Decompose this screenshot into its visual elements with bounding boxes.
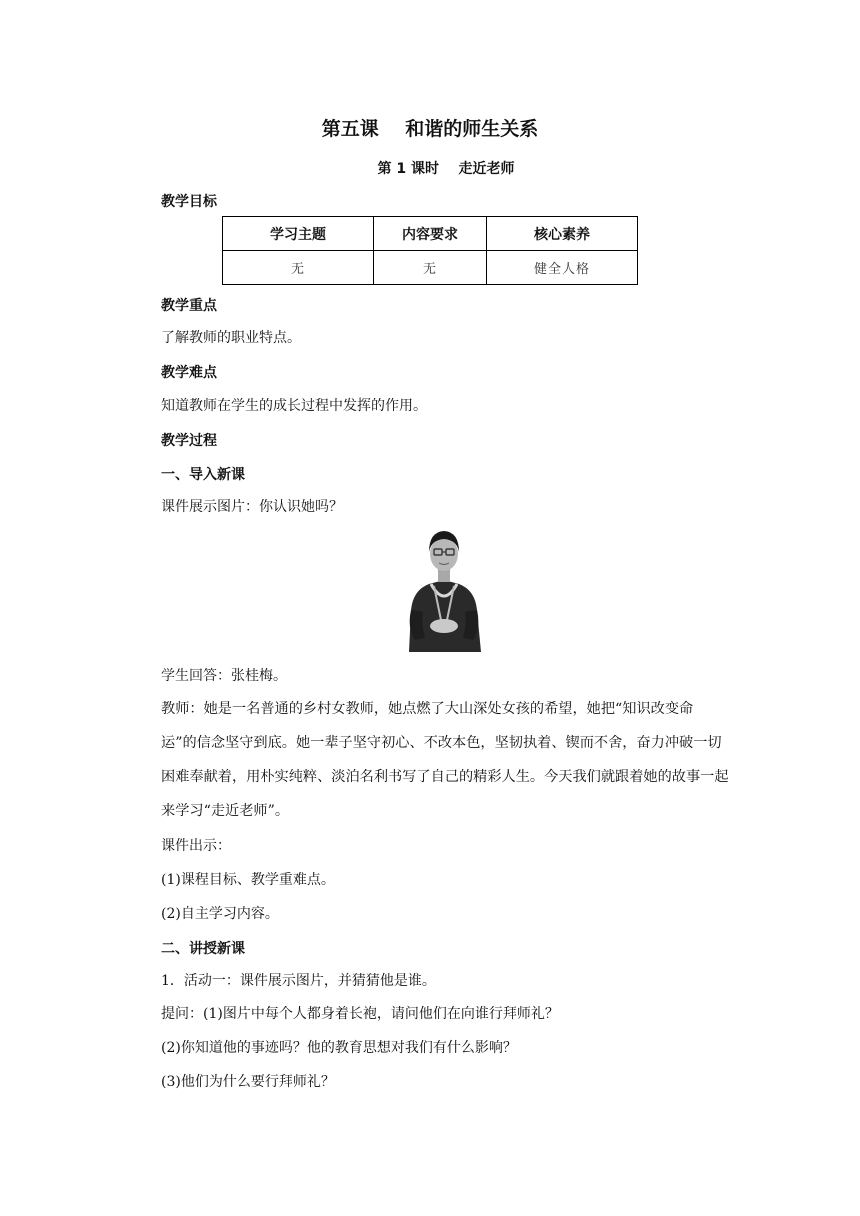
section1-heading: 一、导入新课 bbox=[161, 467, 245, 483]
process-heading: 教学过程 bbox=[161, 433, 217, 449]
goals-cell-competency: 健全人格 bbox=[487, 251, 638, 285]
courseware-item-2: (2)自主学习内容。 bbox=[161, 906, 279, 922]
courseware-item-1: (1)课程目标、教学重难点。 bbox=[161, 872, 335, 888]
question-3: (3)他们为什么要行拜师礼？ bbox=[161, 1074, 335, 1090]
teacher-line: 困难奉献着，用朴实纯粹、淡泊名利书写了自己的精彩人生。今天我们就跟着她的故事一起 bbox=[161, 769, 729, 785]
difficulty-text: 知道教师在学生的成长过程中发挥的作用。 bbox=[161, 398, 427, 414]
difficulty-heading: 教学难点 bbox=[161, 365, 217, 381]
key-point-text: 了解教师的职业特点。 bbox=[161, 330, 301, 346]
teacher-photo bbox=[401, 528, 487, 652]
goals-cell-requirement: 无 bbox=[374, 251, 487, 285]
goals-col-competency: 核心素养 bbox=[487, 217, 638, 251]
goals-col-topic: 学习主题 bbox=[223, 217, 374, 251]
question-1: 提问：(1)图片中每个人都身着长袍，请问他们在向谁行拜师礼？ bbox=[161, 1006, 559, 1022]
lesson-title: 第五课 和谐的师生关系 bbox=[321, 118, 539, 140]
question-2: (2)你知道他的事迹吗？他的教育思想对我们有什么影响？ bbox=[161, 1040, 517, 1056]
goals-cell-topic: 无 bbox=[223, 251, 374, 285]
activity-one: 1．活动一：课件展示图片，并猜猜他是谁。 bbox=[161, 973, 436, 989]
teacher-line: 来学习“走近老师”。 bbox=[161, 803, 290, 819]
teacher-paragraph bbox=[161, 692, 743, 828]
teacher-line: 运”的信念坚守到底。她一辈子坚守初心、不改本色，坚韧执着、锲而不舍，奋力冲破一切 bbox=[161, 735, 722, 751]
goals-heading: 教学目标 bbox=[161, 194, 217, 210]
courseware-show: 课件出示： bbox=[161, 838, 231, 854]
section2-heading: 二、讲授新课 bbox=[161, 941, 245, 957]
student-answer: 学生回答：张桂梅。 bbox=[161, 668, 287, 684]
teacher-line: 教师：她是一名普通的乡村女教师，她点燃了大山深处女孩的希望，她把“知识改变命 bbox=[161, 701, 694, 717]
goals-col-requirement: 内容要求 bbox=[374, 217, 487, 251]
goals-table bbox=[222, 216, 638, 285]
key-point-heading: 教学重点 bbox=[161, 298, 217, 314]
lesson-subtitle: 第 1 课时 走近老师 bbox=[377, 161, 515, 177]
section1-intro: 课件展示图片：你认识她吗？ bbox=[161, 499, 343, 515]
